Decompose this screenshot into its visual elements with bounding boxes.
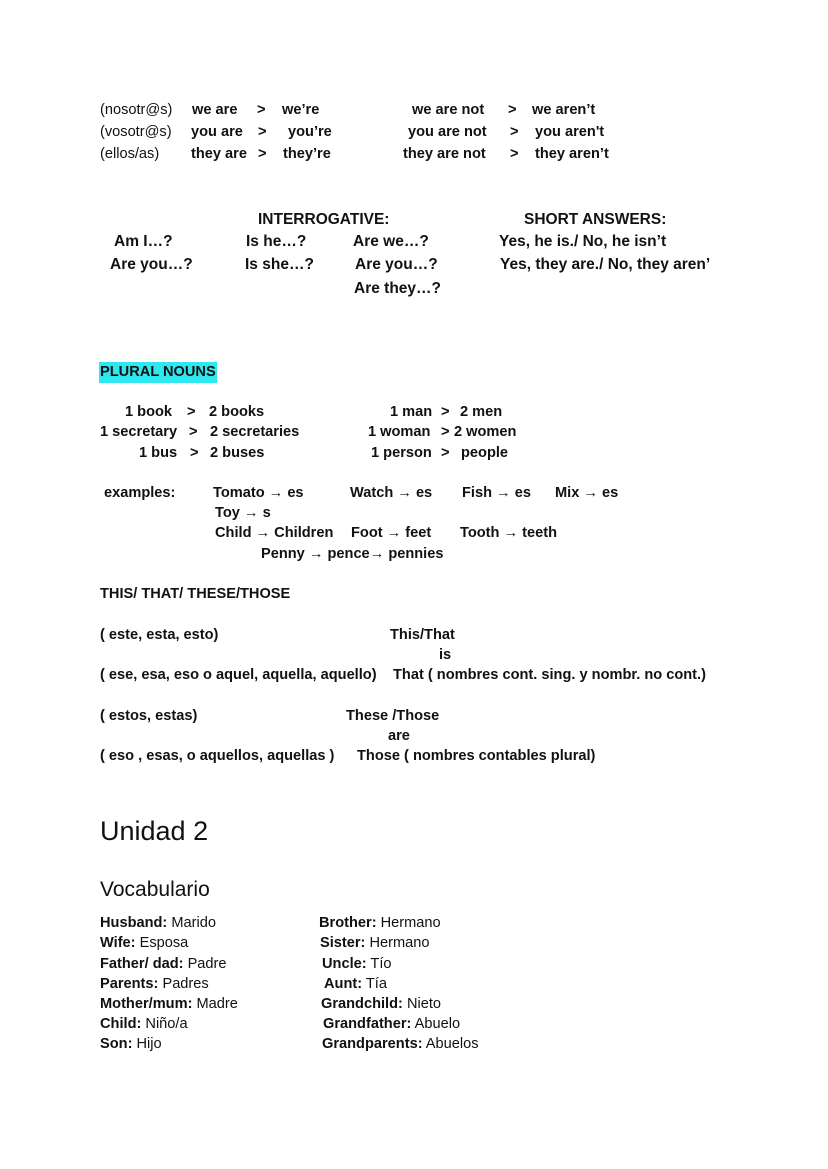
vocab-term: Grandfather: [323,1016,412,1032]
negative-long: they are not [403,146,486,162]
vocab-term: Sister: [320,935,366,951]
vocab-meaning: Tía [362,976,387,992]
plural: people [461,445,509,461]
question: Are you…? [110,256,193,273]
vocab-meaning: Abuelo [411,1016,461,1032]
arrow: > [257,102,266,118]
arrow: > [508,102,517,118]
arrow: > [441,424,450,440]
examples-label: examples: [104,485,176,501]
affirmative-short: we’re [282,102,320,118]
question: Am I…? [114,233,173,250]
arrow: > [510,124,519,140]
short-answer: Yes, they are./ No, they aren’ [500,256,711,273]
vocab-entry [322,955,392,973]
affirmative-long: they are [191,146,247,162]
arrow: > [187,404,196,420]
vocab-term: Brother: [319,915,377,931]
example: Mix → es [555,485,619,501]
vocab-entry [324,975,387,993]
spanish-demonstrative: ( ese, esa, eso o aquel, aquella, aquello) [100,667,377,683]
vocab-term: Uncle: [322,956,367,972]
vocab-entry [322,1035,479,1053]
negative-short: you aren't [535,124,605,140]
plural: 2 men [460,404,503,420]
question: Are they…? [354,280,441,297]
arrow: > [510,146,519,162]
verb: is [439,647,452,663]
singular: 1 man [390,404,433,420]
vocab-term: Husband: [100,915,168,931]
vocab-entry [100,934,188,952]
vocab-meaning: Abuelos [422,1036,479,1052]
vocab-entry [100,914,216,932]
plural-nouns-heading: PLURAL NOUNS [99,362,217,383]
vocab-meaning: Esposa [135,935,189,951]
vocab-term: Grandchild: [321,996,403,1012]
demonstratives-heading: THIS/ THAT/ THESE/THOSE [100,586,291,602]
vocab-entry [323,1015,460,1033]
negative-short: they aren’t [535,146,609,162]
example: Toy → s [215,505,271,521]
arrow: > [258,124,267,140]
vocab-term: Mother/mum: [100,996,193,1012]
negative-short: we aren’t [532,102,596,118]
english-description: Those ( nombres contables plural) [357,748,596,764]
arrow: > [441,404,450,420]
vocab-meaning: Hijo [132,1036,162,1052]
vocab-entry [100,1035,162,1053]
vocab-meaning: Padre [183,956,227,972]
vocab-term: Grandparents: [322,1036,423,1052]
negative-long: we are not [412,102,485,118]
unit-title: Unidad 2 [100,816,209,846]
english-description: That ( nombres cont. sing. y nombr. no cont.) [393,667,706,683]
pronoun: (ellos/as) [100,146,160,162]
example: Tooth → teeth [460,525,558,541]
affirmative-short: they’re [283,146,331,162]
vocab-term: Wife: [100,935,136,951]
vocab-meaning: Hermano [365,935,430,951]
affirmative-short: you’re [288,124,332,140]
vocab-meaning: Tío [366,956,392,972]
vocab-entry [321,995,441,1013]
singular: 1 woman [368,424,431,440]
singular: 1 bus [139,445,178,461]
vocab-entry [100,995,238,1013]
english-demonstrative: This/That [390,627,455,643]
vocab-meaning: Hermano [376,915,441,931]
english-demonstrative: These /Those [346,708,440,724]
example: Child → Children [215,525,334,541]
vocab-term: Parents: [100,976,159,992]
question: Are we…? [353,233,429,250]
arrow: > [258,146,267,162]
pronoun: (vosotr@s) [100,124,172,140]
vocab-meaning: Nieto [402,996,442,1012]
vocabulary-heading: Vocabulario [100,878,210,901]
short-answers-heading: SHORT ANSWERS: [524,211,667,228]
arrow: > [190,445,199,461]
vocab-term: Aunt: [324,976,363,992]
spanish-demonstrative: ( este, esta, esto) [100,627,219,643]
vocab-term: Father/ dad: [100,956,184,972]
vocab-term: Son: [100,1036,133,1052]
spanish-demonstrative: ( estos, estas) [100,708,198,724]
example: Foot → feet [351,525,432,541]
plural: 2 buses [210,445,265,461]
singular: 1 book [125,404,173,420]
affirmative-long: you are [191,124,243,140]
question: Is she…? [245,256,314,273]
vocab-meaning: Niño/a [141,1016,188,1032]
arrow: > [189,424,198,440]
example: Watch → es [350,485,433,501]
vocab-term: Child: [100,1016,142,1032]
interrogative-heading: INTERROGATIVE: [258,211,390,228]
vocab-meaning: Madre [192,996,238,1012]
plural: 2 books [209,404,265,420]
spanish-demonstrative: ( eso , esas, o aquellos, aquellas ) [100,748,335,764]
vocab-entry [320,934,430,952]
example: Penny → pence→ pennies [261,546,444,562]
singular: 1 secretary [100,424,178,440]
vocab-meaning: Padres [158,976,209,992]
pronoun: (nosotr@s) [100,102,173,118]
vocab-entry [100,1015,188,1033]
vocab-meaning: Marido [167,915,216,931]
question: Are you…? [355,256,438,273]
vocab-entry [319,914,441,932]
plural: 2 secretaries [210,424,300,440]
vocab-entry [100,955,227,973]
singular: 1 person [371,445,432,461]
vocab-entry [100,975,209,993]
example: Tomato → es [213,485,304,501]
question: Is he…? [246,233,307,250]
short-answer: Yes, he is./ No, he isn’t [499,233,667,250]
affirmative-long: we are [192,102,238,118]
negative-long: you are not [408,124,487,140]
arrow: > [441,445,450,461]
example: Fish → es [462,485,531,501]
verb: are [388,728,410,744]
plural: 2 women [454,424,517,440]
